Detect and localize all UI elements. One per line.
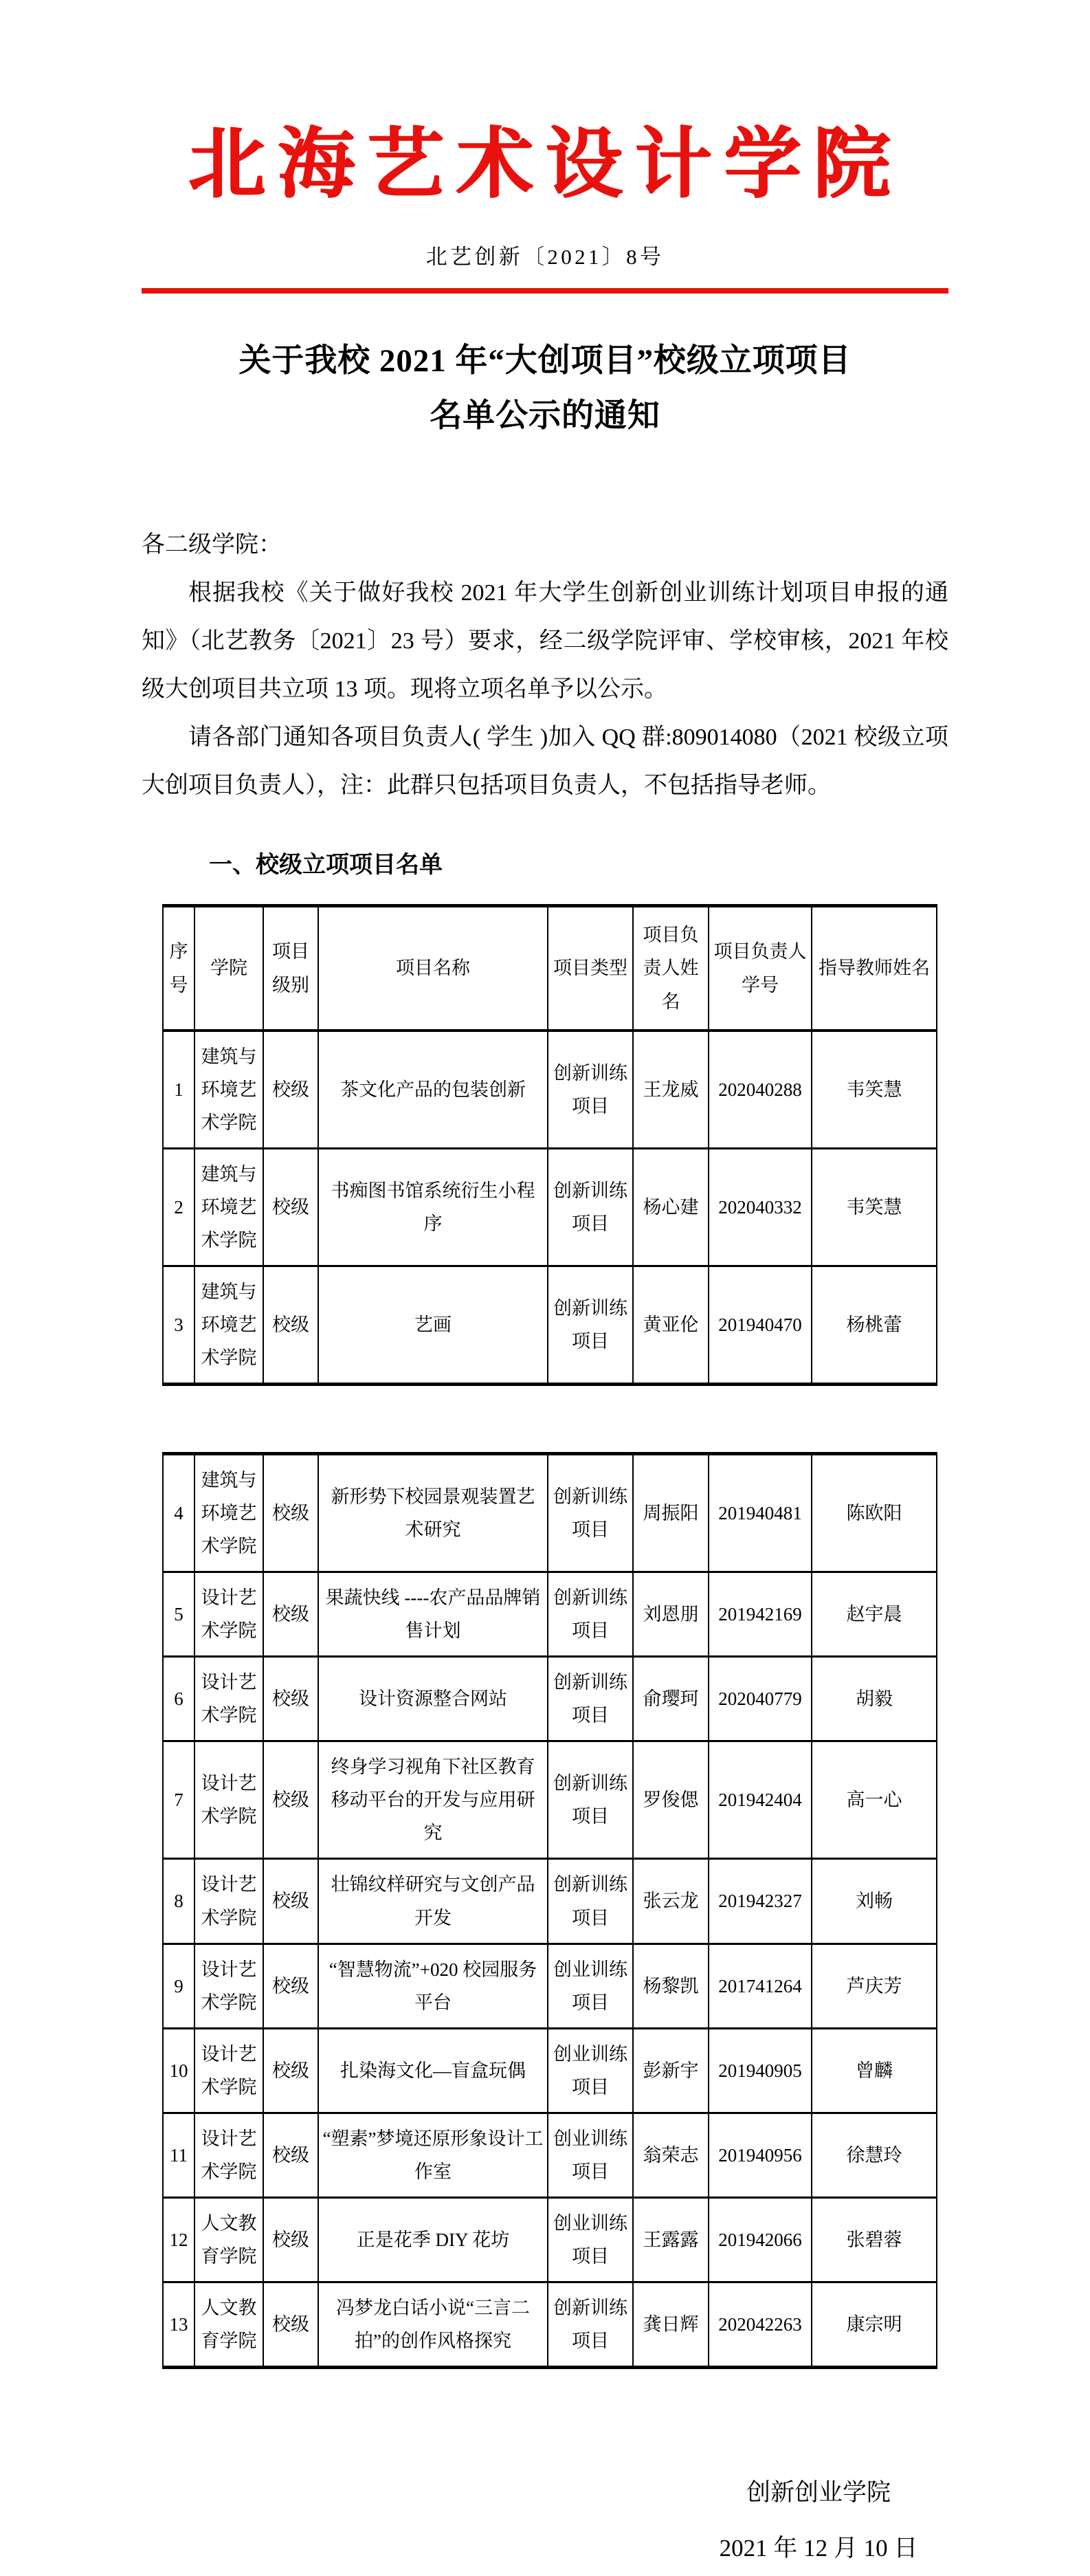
table-row bbox=[163, 2282, 937, 2367]
table-cell: 校级 bbox=[263, 2197, 318, 2282]
table-row bbox=[163, 1031, 937, 1149]
table-row bbox=[163, 1148, 937, 1266]
signature-block bbox=[640, 2465, 997, 2576]
table-cell: 校级 bbox=[263, 1741, 318, 1859]
table-cell: 新形势下校园景观装置艺术研究 bbox=[318, 1454, 548, 1572]
column-header: 序号 bbox=[163, 906, 194, 1031]
table-cell: 设计艺术学院 bbox=[194, 1859, 263, 1944]
table-cell: 校级 bbox=[263, 2028, 318, 2113]
table-cell: 202040332 bbox=[709, 1148, 812, 1266]
table-cell: 校级 bbox=[263, 1031, 318, 1149]
table-cell: 创新训练项目 bbox=[548, 1031, 633, 1149]
table-cell: 1 bbox=[163, 1031, 194, 1149]
table-cell: 刘畅 bbox=[812, 1859, 937, 1944]
table-cell: 校级 bbox=[263, 2282, 318, 2367]
table-cell: 201942066 bbox=[709, 2197, 812, 2282]
table-cell: 周振阳 bbox=[633, 1454, 709, 1572]
table-cell: 6 bbox=[163, 1657, 194, 1741]
notice-body bbox=[142, 521, 948, 810]
table-row bbox=[163, 1454, 937, 1572]
table-cell: 黄亚伦 bbox=[633, 1266, 709, 1384]
signature-date: 2021 年 12 月 10 日 bbox=[719, 2534, 918, 2562]
project-table-page1 bbox=[162, 904, 937, 1386]
table-cell: 202040779 bbox=[709, 1657, 812, 1741]
section-heading: 一、校级立项项目名单 bbox=[209, 852, 443, 879]
table-cell: 芦庆芳 bbox=[812, 1944, 937, 2028]
table-cell: 冯梦龙白话小说“三言二拍”的创作风格探究 bbox=[318, 2282, 548, 2367]
table-cell: 康宗明 bbox=[812, 2282, 937, 2367]
table-row bbox=[163, 2197, 937, 2282]
table-row bbox=[163, 1657, 937, 1741]
table-row bbox=[163, 1572, 937, 1657]
table-cell: 校级 bbox=[263, 2113, 318, 2197]
table-cell: 扎染海文化—盲盒玩偶 bbox=[318, 2028, 548, 2113]
table-cell: 韦笑慧 bbox=[812, 1031, 937, 1149]
table-cell: 创新训练项目 bbox=[548, 1454, 633, 1572]
table-cell: 杨桃蕾 bbox=[812, 1266, 937, 1384]
table-cell: 茶文化产品的包装创新 bbox=[318, 1031, 548, 1149]
column-header: 指导教师姓名 bbox=[812, 906, 937, 1031]
table-cell: 校级 bbox=[263, 1266, 318, 1384]
table-cell: 3 bbox=[163, 1266, 194, 1384]
table-cell: 校级 bbox=[263, 1572, 318, 1657]
letterhead-school-name: 北海艺术设计学院 bbox=[188, 122, 902, 208]
document-number: 北艺创新〔2021〕8号 bbox=[425, 244, 665, 269]
table-cell: 创新训练项目 bbox=[548, 2282, 633, 2367]
column-header: 项目负责人姓名 bbox=[633, 906, 709, 1031]
body-paragraph-1: 根据我校《关于做好我校 2021 年大学生创新创业训练计划项目申报的通知》（北艺教务〔2021〕23 号）要求，经二级学院评审、学校审核，2021 年校级大创项目共立项 13 项。现将立项名单予以公示。 bbox=[142, 580, 948, 703]
table-cell: 201942327 bbox=[709, 1859, 812, 1944]
table-cell: 建筑与环境艺术学院 bbox=[194, 1031, 263, 1149]
table-cell: 赵宇晨 bbox=[812, 1572, 937, 1657]
table-cell: 8 bbox=[163, 1859, 194, 1944]
letterhead-divider-rule bbox=[142, 288, 948, 294]
column-header: 项目负责人学号 bbox=[709, 906, 812, 1031]
table-cell: 果蔬快线 ----农产品品牌销售计划 bbox=[318, 1572, 548, 1657]
notice-title-line2: 名单公示的通知 bbox=[430, 398, 660, 434]
table-cell: 王龙威 bbox=[633, 1031, 709, 1149]
notice-title bbox=[142, 333, 948, 445]
table-cell: 201942169 bbox=[709, 1572, 812, 1657]
table-cell: 11 bbox=[163, 2113, 194, 2197]
table-cell: 正是花季 DIY 花坊 bbox=[318, 2197, 548, 2282]
table-cell: 创业训练项目 bbox=[548, 2028, 633, 2113]
table-cell: 5 bbox=[163, 1572, 194, 1657]
table-cell: 书痴图书馆系统衍生小程序 bbox=[318, 1148, 548, 1266]
project-table-page2 bbox=[162, 1452, 937, 2369]
table-cell: 王露露 bbox=[633, 2197, 709, 2282]
table-cell: 杨心建 bbox=[633, 1148, 709, 1266]
table-cell: 高一心 bbox=[812, 1741, 937, 1859]
table-cell: “智慧物流”+020 校园服务平台 bbox=[318, 1944, 548, 2028]
table-cell: 201741264 bbox=[709, 1944, 812, 2028]
table-row bbox=[163, 1944, 937, 2028]
table-cell: 创新训练项目 bbox=[548, 1657, 633, 1741]
table-cell: 艺画 bbox=[318, 1266, 548, 1384]
table-cell: “塑素”梦境还原形象设计工作室 bbox=[318, 2113, 548, 2197]
table-cell: 校级 bbox=[263, 1454, 318, 1572]
table-cell: 4 bbox=[163, 1454, 194, 1572]
table-cell: 7 bbox=[163, 1741, 194, 1859]
column-header: 项目名称 bbox=[318, 906, 548, 1031]
table-cell: 胡毅 bbox=[812, 1657, 937, 1741]
table-header-row bbox=[163, 906, 937, 1031]
table-cell: 201940956 bbox=[709, 2113, 812, 2197]
table-cell: 12 bbox=[163, 2197, 194, 2282]
table-row bbox=[163, 2113, 937, 2197]
table-cell: 曾麟 bbox=[812, 2028, 937, 2113]
table-cell: 设计艺术学院 bbox=[194, 2028, 263, 2113]
table-cell: 校级 bbox=[263, 1944, 318, 2028]
table-cell: 校级 bbox=[263, 1148, 318, 1266]
table-cell: 张云龙 bbox=[633, 1859, 709, 1944]
table-cell: 创业训练项目 bbox=[548, 1944, 633, 2028]
table-cell: 校级 bbox=[263, 1657, 318, 1741]
table-cell: 201940905 bbox=[709, 2028, 812, 2113]
table-cell: 创新训练项目 bbox=[548, 1266, 633, 1384]
signature-department: 创新创业学院 bbox=[746, 2479, 891, 2507]
table-cell: 创新训练项目 bbox=[548, 1148, 633, 1266]
table-cell: 设计资源整合网站 bbox=[318, 1657, 548, 1741]
table-cell: 202040288 bbox=[709, 1031, 812, 1149]
table-row bbox=[163, 2028, 937, 2113]
table-cell: 壮锦纹样研究与文创产品开发 bbox=[318, 1859, 548, 1944]
table-row bbox=[163, 1859, 937, 1944]
table-cell: 201940481 bbox=[709, 1454, 812, 1572]
table-cell: 徐慧玲 bbox=[812, 2113, 937, 2197]
table-cell: 校级 bbox=[263, 1859, 318, 1944]
table-cell: 设计艺术学院 bbox=[194, 1944, 263, 2028]
table-cell: 终身学习视角下社区教育移动平台的开发与应用研究 bbox=[318, 1741, 548, 1859]
table-cell: 龚日辉 bbox=[633, 2282, 709, 2367]
table-cell: 2 bbox=[163, 1148, 194, 1266]
table-row bbox=[163, 1741, 937, 1859]
table-cell: 设计艺术学院 bbox=[194, 2113, 263, 2197]
table-cell: 创业训练项目 bbox=[548, 2113, 633, 2197]
table-cell: 创新训练项目 bbox=[548, 1741, 633, 1859]
table-cell: 刘恩朋 bbox=[633, 1572, 709, 1657]
table-cell: 设计艺术学院 bbox=[194, 1657, 263, 1741]
table-row bbox=[163, 1266, 937, 1384]
column-header: 学院 bbox=[194, 906, 263, 1031]
table-cell: 202042263 bbox=[709, 2282, 812, 2367]
table-cell: 人文教育学院 bbox=[194, 2197, 263, 2282]
table-cell: 彭新宇 bbox=[633, 2028, 709, 2113]
table-cell: 创业训练项目 bbox=[548, 2197, 633, 2282]
table-cell: 罗俊偲 bbox=[633, 1741, 709, 1859]
table-cell: 创新训练项目 bbox=[548, 1859, 633, 1944]
table-cell: 杨黎凯 bbox=[633, 1944, 709, 2028]
table-cell: 设计艺术学院 bbox=[194, 1741, 263, 1859]
table-cell: 翁荣志 bbox=[633, 2113, 709, 2197]
table-cell: 张碧蓉 bbox=[812, 2197, 937, 2282]
notice-title-line1: 关于我校 2021 年“大创项目”校级立项项目 bbox=[238, 342, 852, 379]
document-content bbox=[142, 0, 948, 2576]
table-cell: 建筑与环境艺术学院 bbox=[194, 1454, 263, 1572]
salutation: 各二级学院： bbox=[142, 532, 282, 558]
table-cell: 创新训练项目 bbox=[548, 1572, 633, 1657]
column-header: 项目类型 bbox=[548, 906, 633, 1031]
table-cell: 建筑与环境艺术学院 bbox=[194, 1148, 263, 1266]
table-cell: 201940470 bbox=[709, 1266, 812, 1384]
table-cell: 设计艺术学院 bbox=[194, 1572, 263, 1657]
body-paragraph-2: 请各部门通知各项目负责人( 学生 )加入 QQ 群:809014080（2021 校级立项大创项目负责人），注：此群只包括项目负责人，不包括指导老师。 bbox=[142, 725, 948, 799]
column-header: 项目级别 bbox=[263, 906, 318, 1031]
table-cell: 人文教育学院 bbox=[194, 2282, 263, 2367]
table-cell: 俞璎珂 bbox=[633, 1657, 709, 1741]
table-cell: 10 bbox=[163, 2028, 194, 2113]
table-cell: 建筑与环境艺术学院 bbox=[194, 1266, 263, 1384]
table-cell: 韦笑慧 bbox=[812, 1148, 937, 1266]
table-cell: 9 bbox=[163, 1944, 194, 2028]
table-cell: 201942404 bbox=[709, 1741, 812, 1859]
table-cell: 13 bbox=[163, 2282, 194, 2367]
table-cell: 陈欧阳 bbox=[812, 1454, 937, 1572]
